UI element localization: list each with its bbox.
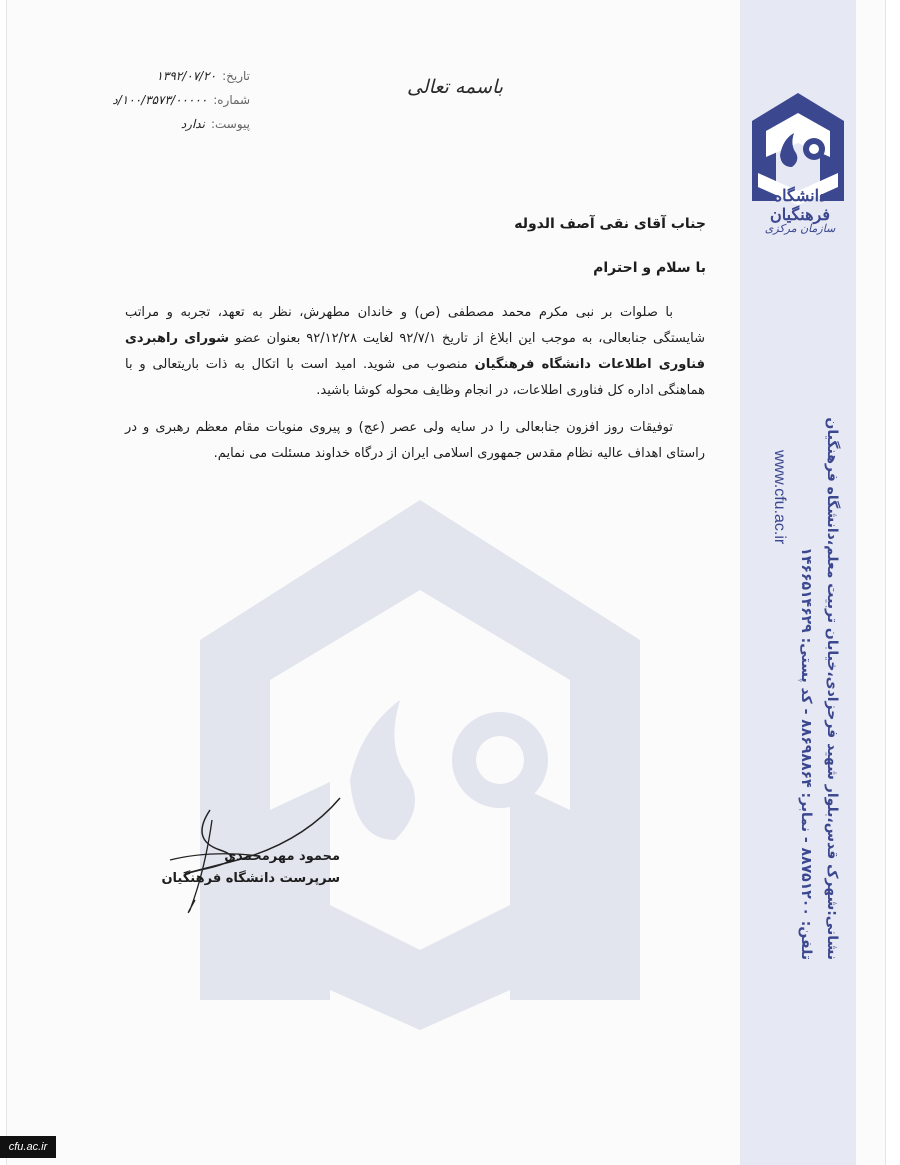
paragraph-2: توفیقات روز افزون جنابعالی را در سایه ولی عصر (عج) و پیروی منویات مقام معظم رهبری و در راستای اهداف عالیه نظام مقدس جمهوری اسلامی ایران از درگاه خداوند مسئلت می نمایم. <box>125 420 705 461</box>
footer-address-block <box>765 417 845 960</box>
date-label: تاریخ: <box>222 69 250 83</box>
date-row <box>90 64 250 88</box>
greeting: با سلام و احترام <box>593 260 706 276</box>
basmala: باسمه تعالی <box>406 76 504 98</box>
letter-body <box>125 300 705 478</box>
date-value: ۱۳۹۲/۰۷/۲۰ <box>156 69 217 83</box>
footer-phones: تلفن: ۸۸۷۵۱۲۰۰ - نمابر: ۸۸۶۹۸۸۶۴ - کد پستی: ۱۴۶۶۵۱۴۶۲۹ <box>798 547 814 960</box>
paragraph-1 <box>125 300 705 404</box>
letter-metadata <box>90 64 250 136</box>
footer-address: نشانی:شهرک قدس،بلوار شهید فرحزادی،خیابان تربیت معلم،دانشگاه فرهنگیان <box>824 417 840 960</box>
signer-block <box>120 846 340 890</box>
paragraph-1-part-2: منصوب می شوید. امید است با اتکال به ذات باریتعالی و با هماهنگی اداره کل فناوری اطلاعات، در انجام وظایف محوله کوشا باشید. <box>125 357 705 398</box>
logo-title: دانشگاه فرهنگیان <box>769 186 831 224</box>
number-row <box>90 88 250 112</box>
attachment-row <box>90 112 250 136</box>
attachment-label: پیوست: <box>210 117 250 131</box>
number-label: شماره: <box>213 93 250 107</box>
council-name: شورای راهبردی فناوری اطلاعات دانشگاه فرهنگیان <box>125 331 705 372</box>
attachment-value: ندارد <box>180 117 205 131</box>
number-value: ۱۰۰/۳۵۷۳/۰۰۰۰۰/د <box>112 93 208 107</box>
logo-subtitle: سازمان مرکزی <box>764 222 836 235</box>
signer-title: سرپرست دانشگاه فرهنگیان <box>161 871 340 886</box>
footer-website[interactable]: www.cfu.ac.ir <box>771 450 788 545</box>
watermark-emblem-icon <box>150 480 690 1040</box>
signer-name: محمود مهرمحمدی <box>224 849 340 864</box>
corner-watermark-tag: cfu.ac.ir <box>0 1136 56 1158</box>
recipient: جناب آقای نقی آصف الدوله <box>514 216 706 232</box>
paragraph-1-part-1: با صلوات بر نبی مکرم محمد مصطفی (ص) و خاندان مطهرش، نظر به تعهد، تجربه و مراتب شایستگی جنابعالی، به موجب این ابلاغ از تاریخ ۹۲/۷/۱ لغایت ۹۲/۱۲/۲۸ بعنوان عضو <box>125 305 705 346</box>
